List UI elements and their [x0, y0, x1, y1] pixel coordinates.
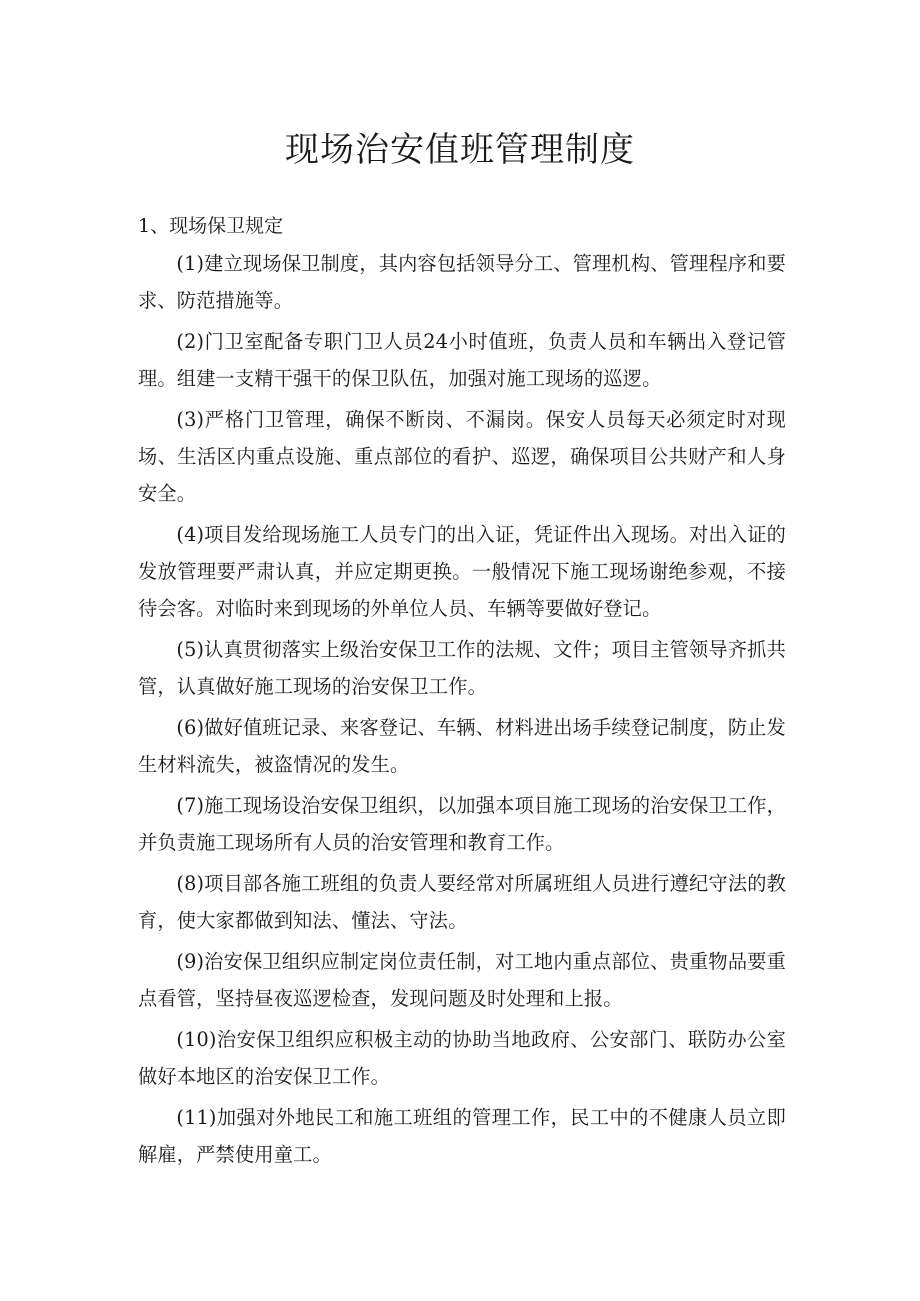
- clause-item: (5)认真贯彻落实上级治安保卫工作的法规、文件；项目主管领导齐抓共管，认真做好施工现场的治安保卫工作。: [138, 638, 786, 698]
- clause-item: (7)施工现场设治安保卫组织，以加强本项目施工现场的治安保卫工作，并负责施工现场所有人员的治安管理和教育工作。: [138, 794, 786, 854]
- clause-item: (2)门卫室配备专职门卫人员24小时值班，负责人员和车辆出入登记管理。组建一支精干强干的保卫队伍，加强对施工现场的巡逻。: [138, 330, 786, 390]
- section-heading: 1、现场保卫规定: [138, 215, 284, 237]
- clause-item: (8)项目部各施工班组的负责人要经常对所属班组人员进行遵纪守法的教育，使大家都做到知法、懂法、守法。: [138, 872, 786, 932]
- document-title: 现场治安值班管理制度: [285, 130, 635, 170]
- clause-item: (6)做好值班记录、来客登记、车辆、材料进出场手续登记制度，防止发生材料流失，被盗情况的发生。: [138, 716, 786, 776]
- clause-item: (1)建立现场保卫制度，其内容包括领导分工、管理机构、管理程序和要求、防范措施等。: [138, 252, 786, 312]
- clause-item: (9)治安保卫组织应制定岗位责任制，对工地内重点部位、贵重物品要重点看管，坚持昼夜巡逻检查，发现问题及时处理和上报。: [138, 950, 786, 1010]
- clause-item: (4)项目发给现场施工人员专门的出入证，凭证件出入现场。对出入证的发放管理要严肃认真，并应定期更换。一般情况下施工现场谢绝参观，不接待会客。对临时来到现场的外单位人员、车辆等要做好登记。: [138, 523, 786, 620]
- clause-item: (11)加强对外地民工和施工班组的管理工作，民工中的不健康人员立即解雇，严禁使用童工。: [138, 1106, 786, 1166]
- clause-item: (3)严格门卫管理，确保不断岗、不漏岗。保安人员每天必须定时对现场、生活区内重点设施、重点部位的看护、巡逻，确保项目公共财产和人身安全。: [138, 408, 786, 505]
- clause-item: (10)治安保卫组织应积极主动的协助当地政府、公安部门、联防办公室做好本地区的治安保卫工作。: [138, 1028, 786, 1088]
- clause-list: [138, 245, 786, 1177]
